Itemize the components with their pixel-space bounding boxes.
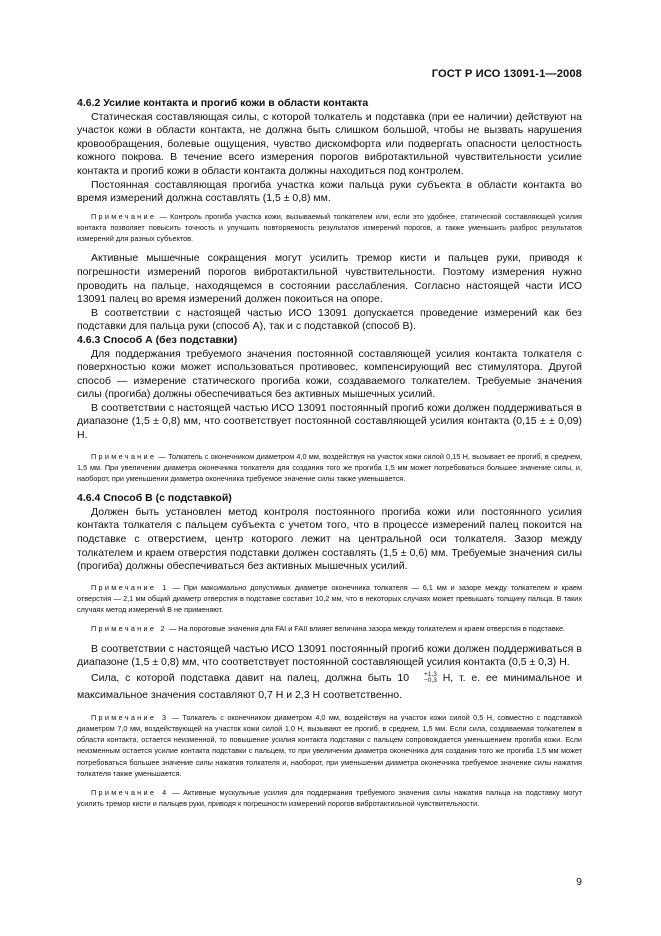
paragraph: В соответствии с настоящей частью ИСО 13091 постоянный прогиб кожи должен поддерживаться в диапазоне (1,5 ± 0,8) мм, что соответствует постоянной составляющей усилия контакта (0,5 ± 0,3) Н.: [77, 642, 582, 669]
note-label: Примечание: [91, 451, 157, 461]
note: [77, 211, 582, 245]
paragraph: Должен быть установлен метод контроля постоянного прогиба кожи или постоянного усилия контакта толкателя с пальцем субъекта с учетом того, что в процессе измерений палец покоится на подставке с отверстием, центр которого лежит на центральной оси толкателя. Зазор между толкателем и краем отверстия подставки должен составлять (1,5 ± 0,6) мм. Требуемые значения силы (прогиба) должны обеспечиваться без активных мышечных усилий.: [77, 505, 582, 573]
note: [77, 451, 582, 485]
standard-header: ГОСТ Р ИСО 13091-1—2008: [431, 68, 582, 80]
paragraph: Активные мышечные сокращения могут усилить тремор кисти и пальцев руки, приводя к погрешности измерений порогов вибротактильной чувствительности. Поэтому измерения нужно проводить на пальце, находящемся в состоянии расслабления. Согласно настоящей части ИСО 13091 палец во время измерений должен покоиться на опоре.: [77, 252, 582, 306]
section-heading-4-6-2: 4.6.2 Усилие контакта и прогиб кожи в области контакта: [77, 97, 369, 109]
note-text: — Активные мускульные усилия для поддержания требуемого значения силы нажатия пальца на подставку могут усилить тремор кисти и пальцев руки, приводя к погрешности измерений порогов вибротактильной чувствительности.: [77, 788, 582, 809]
note-text: — Контроль прогиба участка кожи, вызываемый толкателем или, если это удобнее, статической составляющей усилия контакта позволяет повысить точность и улучшить повторяемость результатов измерений порогов, а также уменьшить разброс результатов измерений для разных субъектов.: [77, 211, 582, 244]
page-content: [77, 97, 582, 809]
note-label: Примечание 4: [91, 788, 169, 798]
text-post: Н, т. е. ее минимальное и максимальное значения составляют 0,7 Н и 2,3 Н соответственно.: [77, 671, 582, 701]
note-1: [77, 582, 582, 616]
tolerance-lower: −0,3: [424, 677, 437, 685]
paragraph-force-tolerance: [77, 670, 582, 704]
note-text: — Толкатель с оконечником диаметром 4,0 мм, воздействуя на участок кожи силой 0,15 Н, вызывает ее прогиб, в среднем, 1,5 мм. При увеличении диаметра оконечника толкателя для создания того же прогиба 1,5 мм может потребоваться большее значение силы, и, наоборот, при уменьшении диаметра оконечника требуемое значение силы также уменьшается.: [77, 451, 582, 484]
tolerance-fraction: [410, 672, 437, 685]
note-text: — На пороговые значения для FAI и FAII влияет величина зазора между толкателем и краем отверстия в подставке.: [166, 624, 566, 634]
paragraph: В соответствии с настоящей частью ИСО 13091 допускается проведение измерений как без подставки для пальца руки (способ А), так и с подставкой (способ В).: [77, 306, 582, 333]
note-text: — При максимально допустимых диаметре оконечника толкателя — 6,1 мм и зазоре между толкателем и краем отверстия — 2,1 мм общий диаметр отверстия в подставке составит 10,2 мм, что в некоторых случаях может превышать толщину пальца. В таких случаях метод измерений В не применяют.: [77, 582, 583, 615]
note-label: Примечание: [91, 211, 157, 221]
paragraph: В соответствии с настоящей частью ИСО 13091 постоянный прогиб кожи должен поддерживаться в диапазоне (1,5 ± 0,8) мм, что соответствует постоянной составляющей усилия контакта (0,15 ± ± 0,09) Н.: [77, 401, 582, 442]
note-2: [77, 623, 582, 634]
text-pre: Сила, с которой подставка давит на палец, должна быть 10: [91, 671, 410, 684]
section-heading-4-6-3: 4.6.3 Способ А (без подставки): [77, 333, 238, 346]
note-label: Примечание 2: [91, 624, 167, 634]
paragraph: Статическая составляющая силы, с которой толкатель и подставка (при ее наличии) действуют на участок кожи в области контакта, не должна быть слишком большой, чтобы не вызвать нарушения кровообращения, болевые ощущения, чувство дискомфорта или подвергать опасности целостность кожного покрова. В течение всего измерения порогов вибротактильной чувствительности усилие контакта и прогиб кожи в области контакта должны находиться под контролем.: [77, 110, 582, 177]
note-label: Примечание 1: [91, 582, 169, 592]
paragraph: Постоянная составляющая прогиба участка кожи пальца руки субъекта в области контакта во время измерений должна составлять (1,5 ± 0,8) мм.: [77, 178, 582, 205]
tolerance-upper: +1,3: [424, 670, 437, 678]
page-number: 9: [576, 876, 582, 888]
note-label: Примечание 3: [91, 712, 169, 722]
note-text: — Толкатель с оконечником диаметром 4,0 мм, воздействуя на участок кожи силой 0,5 Н, совместно с подставкой диаметром 7,0 мм, воздействующей на участок кожи силой 1,0 Н, вызывают ее прогиб, в среднем, 1,5 мм. Если сила, создаваемая толкателем в области контакта, остается неизменной, то повышение усилия контакта подставки с пальцем сопровождается уменьшением прогиба кожи. Если неизменным остается усилие контакта подставки с пальцем, то при увеличении диаметра оконечника для создания того же прогиба 1,5 мм может потребоваться большее значение силы нажатия толкателя и, наоборот, при уменьшении диаметра оконечника требуемое значение силы нажатия толкателя также уменьшается.: [77, 712, 583, 778]
note-3: [77, 712, 582, 779]
note-4: [77, 787, 582, 809]
section-heading-4-6-4: 4.6.4 Способ В (с подставкой): [77, 492, 232, 505]
paragraph: Для поддержания требуемого значения постоянной составляющей усилия контакта толкателя с поверхностью кожи может использоваться противовес, компенсирующий вес стимулятора. Другой способ — измерение статического прогиба кожи, создаваемого толкателем. Требуемые значения силы (прогиба) должны обеспечиваться без активных мышечных усилий.: [77, 347, 582, 401]
